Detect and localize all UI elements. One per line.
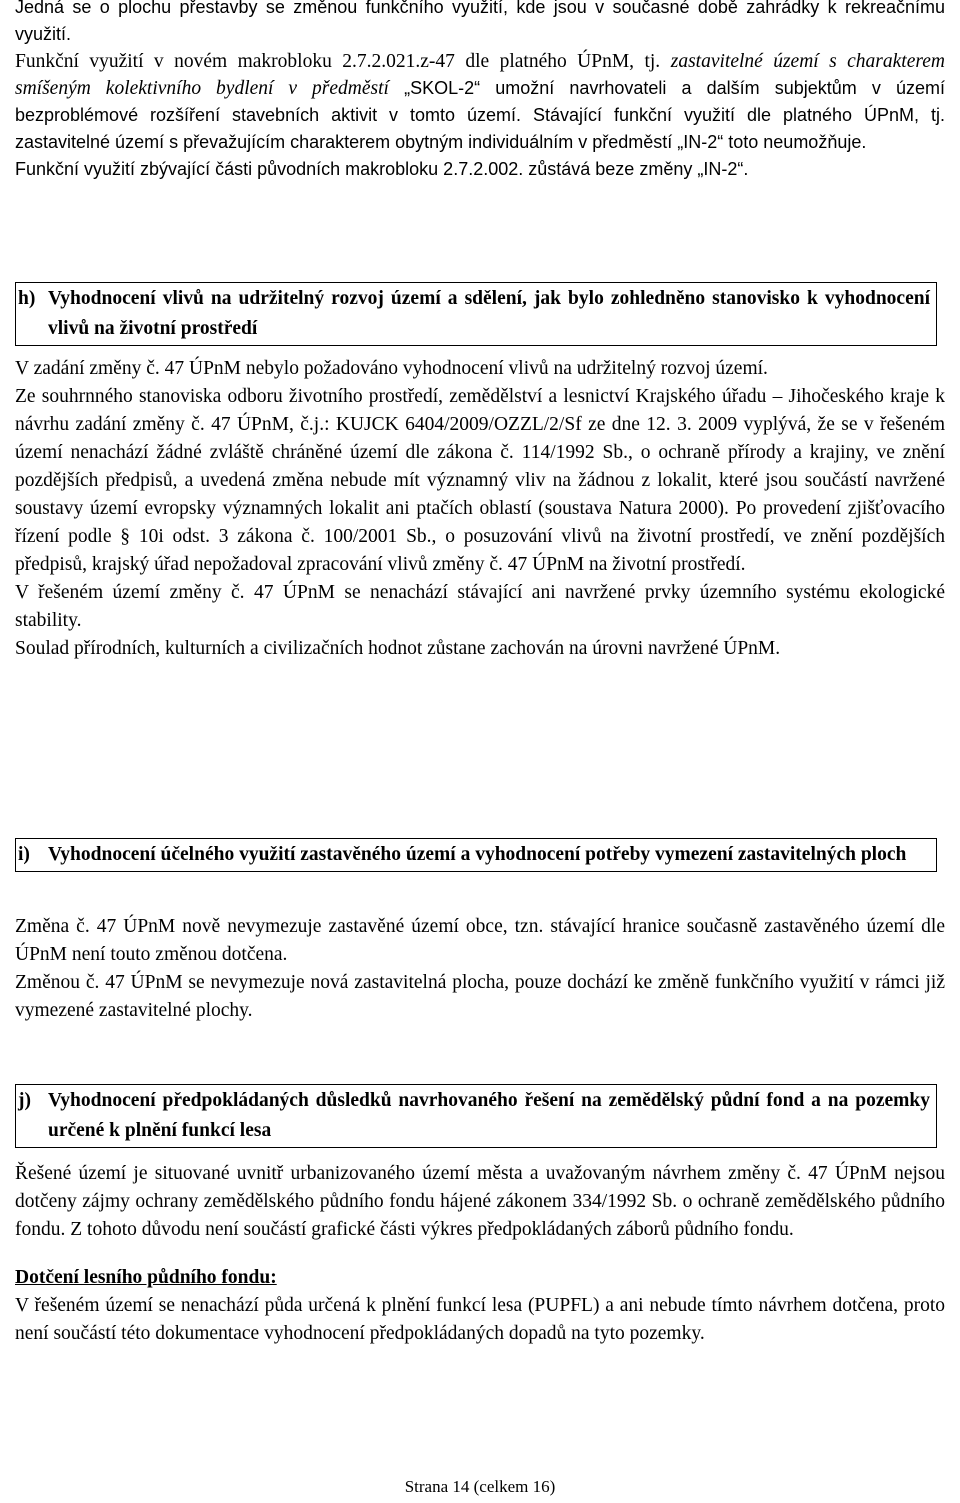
intro-paragraph-2 [15, 48, 945, 156]
section-i-label: i) [18, 844, 30, 865]
intro-p2-italic: zastavitelné území s charakterem smíšeným kolektivního bydlení v předměstí [15, 51, 945, 99]
intro-paragraph-3: Funkční využití zbývající části původních makrobloku 2.7.2.002. zůstává beze změny „IN-2“. [15, 159, 749, 179]
section-j-heading [15, 1084, 937, 1148]
section-j-subheading: Dotčení lesního půdního fondu: [15, 1267, 277, 1288]
section-i-paragraph-1: Změna č. 47 ÚPnM nově nevymezuje zastavěné území obce, tzn. stávající hranice současně zastavěného území dle ÚPnM není touto změnou dotčena. [15, 916, 945, 965]
section-i-heading [15, 838, 937, 872]
section-h-heading [15, 282, 937, 346]
section-i-body [15, 913, 945, 1025]
section-j-body [15, 1160, 945, 1348]
intro-p2-rest: „SKOL-2“ umožní navrhovateli a dalším subjektům v území bezproblémové rozšíření stavebních aktivit v tomto území. Stávající funkční využití dle platného ÚPnM, tj. zastavitelné území s převažujícím charakterem obytným individuálním v předměstí „IN-2“ toto neumožňuje. [15, 78, 945, 152]
section-j-label: j) [18, 1090, 31, 1111]
section-i-title: Vyhodnocení účelného využití zastavěného území a vyhodnocení potřeby vymezení zastavitelných ploch [48, 844, 907, 865]
section-h-paragraph-4: Soulad přírodních, kulturních a civilizačních hodnot zůstane zachován na úrovni navržené ÚPnM. [15, 638, 781, 659]
section-j-paragraph-2: V řešeném území se nenachází půda určená k plnění funkcí lesa (PUPFL) a ani nebude tímto návrhem dotčena, proto není součástí této dokumentace vyhodnocení předpokládaných dopadů na tyto pozemky. [15, 1295, 945, 1344]
section-h-title: Vyhodnocení vlivů na udržitelný rozvoj území a sdělení, jak bylo zohledněno stanovisko k vyhodnocení vlivů na životní prostředí [48, 288, 930, 339]
section-i-paragraph-2: Změnou č. 47 ÚPnM se nevymezuje nová zastavitelná plocha, pouze dochází ke změně funkčního využití v rámci již vymezené zastavitelné plochy. [15, 972, 945, 1021]
section-h-paragraph-3: V řešeném území změny č. 47 ÚPnM se nenachází stávající ani navržené prvky územního systému ekologické stability. [15, 582, 945, 631]
intro-block [15, 0, 945, 183]
section-h-paragraph-2: Ze souhrnného stanoviska odboru životního prostředí, zemědělství a lesnictví Krajského úřadu – Jihočeského kraje k návrhu zadání změny č. 47 ÚPnM, č.j.: KUJCK 6404/2009/OZZL/2/Sf ze dne 12. 3. 2009 vyplývá, že se v řešeném území nenachází žádné zvláště chráněné území dle zákona č. 114/1992 Sb., o ochraně přírody a krajiny, ve znění pozdějších předpisů, a uvedená změna nebude mít významný vliv na žádnou z lokalit, které jsou součástí navržené soustavy území evropsky významných lokalit ani ptačích oblastí (soustava Natura 2000). Po provedení zjišťovacího řízení podle § 10i odst. 3 zákona č. 100/2001 Sb., o posuzování vlivů na životní prostředí, ve znění pozdějších předpisů, krajský úřad nepožadoval zpracování vlivů změny č. 47 ÚPnM na životní prostředí. [15, 386, 945, 575]
section-h-paragraph-1: V zadání změny č. 47 ÚPnM nebylo požadováno vyhodnocení vlivů na udržitelný rozvoj území. [15, 358, 768, 379]
page-footer: Strana 14 (celkem 16) [404, 1477, 556, 1496]
intro-paragraph-1: Jedná se o plochu přestavby se změnou funkčního využití, kde jsou v současné době zahrádky k rekreačnímu využití. [15, 0, 945, 44]
section-j-title: Vyhodnocení předpokládaných důsledků navrhovaného řešení na zemědělský půdní fond a na pozemky určené k plnění funkcí lesa [48, 1090, 930, 1141]
intro-p2-lead: Funkční využití v novém makrobloku 2.7.2.021.z-47 dle platného ÚPnM, tj. [15, 51, 661, 72]
section-h-body [15, 355, 945, 663]
section-j-paragraph-1: Řešené území je situované uvnitř urbanizovaného území města a uvažovaným návrhem změny č. 47 ÚPnM nejsou dotčeny zájmy ochrany zemědělského půdního fondu hájené zákonem 334/1992 Sb. o ochraně zemědělského půdního fondu. Z tohoto důvodu není součástí grafické části výkres předpokládaných záborů půdního fondu. [15, 1163, 945, 1240]
section-h-label: h) [18, 288, 36, 309]
